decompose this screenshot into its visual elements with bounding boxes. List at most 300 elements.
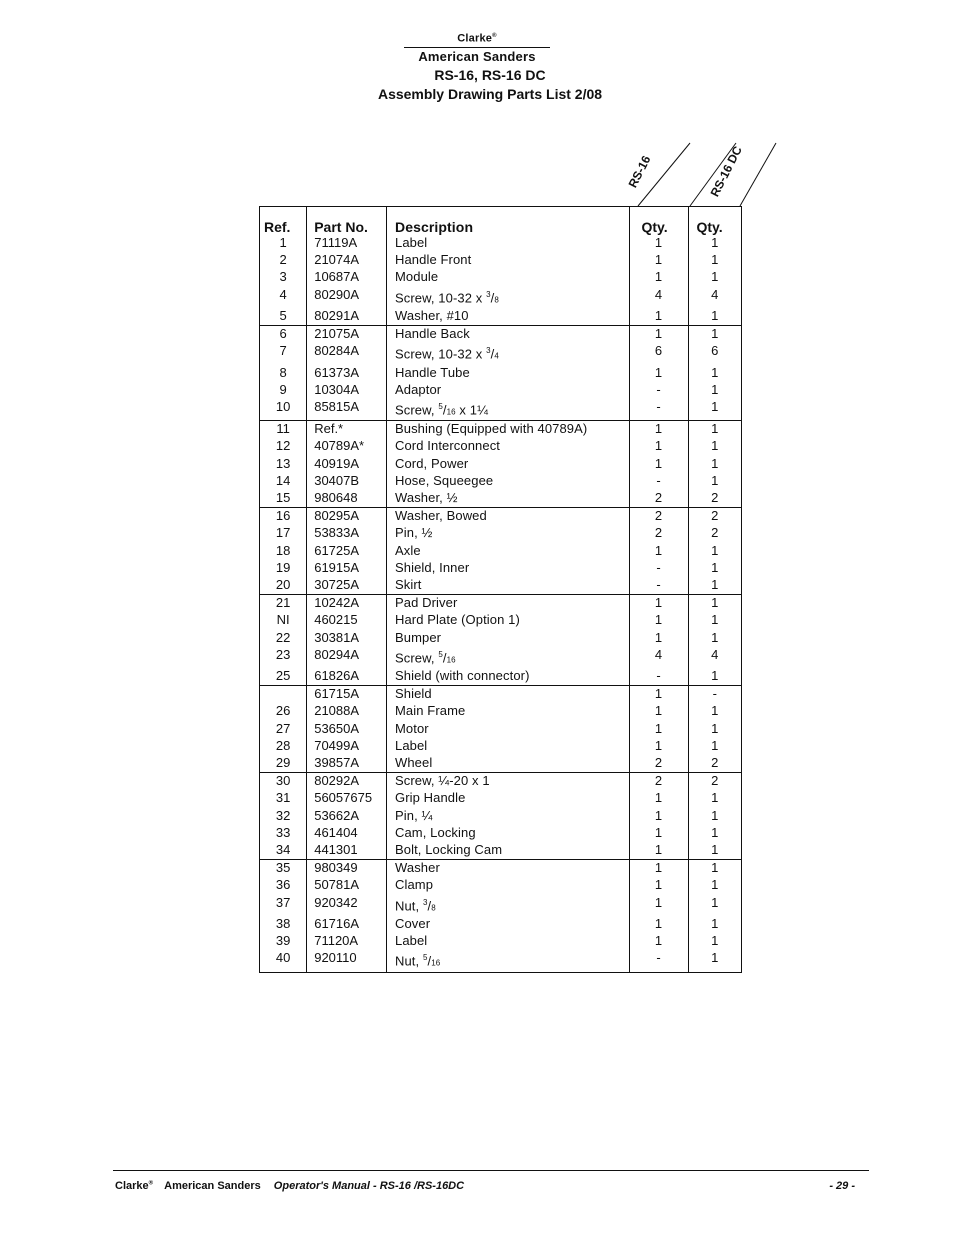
cell-ref: 4 bbox=[260, 287, 307, 308]
fraction-denominator: 8 bbox=[431, 902, 436, 912]
description-text: Washer bbox=[394, 860, 440, 876]
cell-qty-rs16dc: 1 bbox=[711, 235, 719, 250]
cell-part-no: 441301 bbox=[307, 842, 387, 860]
description-text: Shield, Inner bbox=[394, 559, 470, 575]
description-text: Bushing (Equipped with 40789A) bbox=[394, 421, 588, 437]
description-text: Nut, bbox=[394, 953, 420, 969]
table-row bbox=[260, 595, 742, 613]
diagonal-line-3 bbox=[740, 143, 776, 206]
cell-ref: 1 bbox=[260, 235, 307, 252]
cell-description bbox=[386, 399, 629, 421]
description-text: Screw, bbox=[394, 650, 435, 666]
description-text: Shield (with connector) bbox=[394, 668, 530, 684]
fraction-slash: / bbox=[490, 289, 495, 305]
cell-part-no: 50781A bbox=[307, 877, 387, 894]
cell-qty-rs16dc: 1 bbox=[711, 720, 719, 736]
description-text: Main Frame bbox=[394, 703, 466, 719]
cell-qty-rs16dc: 2 bbox=[711, 773, 719, 789]
cell-qty-rs16dc: 1 bbox=[688, 399, 742, 421]
description-text: Skirt bbox=[394, 576, 422, 592]
cell-ref bbox=[260, 686, 307, 704]
fraction-numerator: 3 bbox=[486, 346, 491, 356]
cell-qty-rs16: 1 bbox=[629, 703, 688, 720]
cell-description bbox=[386, 842, 629, 860]
description-text: Pin, ½ bbox=[394, 525, 433, 541]
cell-ref: 5 bbox=[260, 308, 307, 326]
cell-qty-rs16dc: 1 bbox=[688, 577, 742, 595]
cell-part-no: 10304A bbox=[307, 382, 387, 399]
table-row bbox=[260, 950, 742, 972]
table-row bbox=[260, 560, 742, 577]
table-row bbox=[260, 773, 742, 791]
footer-manual-title: Operator's Manual - RS-16 /RS-16DC bbox=[273, 1180, 465, 1192]
table-row bbox=[260, 525, 742, 542]
cell-qty-rs16: 1 bbox=[629, 825, 688, 842]
cell-description bbox=[386, 365, 629, 382]
cell-ref: 20 bbox=[260, 577, 307, 595]
description-text: Motor bbox=[394, 720, 429, 736]
cell-ref: 8 bbox=[260, 365, 307, 382]
cell-qty-rs16dc: - bbox=[712, 686, 717, 702]
cell-qty-rs16: 1 bbox=[629, 721, 688, 738]
cell-qty-rs16: 1 bbox=[629, 595, 688, 613]
cell-qty-rs16dc: 1 bbox=[711, 737, 719, 753]
diagonal-column-guides bbox=[0, 0, 954, 220]
cell-description bbox=[386, 686, 629, 704]
cell-part-no: 61915A bbox=[307, 560, 387, 577]
table-row bbox=[260, 860, 742, 878]
description-text: Handle Back bbox=[394, 326, 470, 342]
table-row bbox=[260, 703, 742, 720]
cell-part-no: 21088A bbox=[307, 703, 387, 720]
cell-qty-rs16: 1 bbox=[629, 877, 688, 894]
cell-qty-rs16dc: 1 bbox=[711, 894, 719, 910]
cell-part-no: 61715A bbox=[307, 686, 387, 704]
cell-qty-rs16dc: 1 bbox=[711, 364, 719, 380]
cell-ref: 27 bbox=[260, 721, 307, 738]
cell-part-no: 39857A bbox=[307, 755, 387, 773]
cell-description bbox=[386, 877, 629, 894]
cell-qty-rs16: 1 bbox=[629, 269, 688, 286]
description-text: Cord Interconnect bbox=[394, 438, 501, 454]
cell-qty-rs16: - bbox=[629, 399, 688, 421]
cell-part-no: 85815A bbox=[307, 399, 387, 421]
cell-part-no: 980648 bbox=[307, 490, 387, 508]
cell-description bbox=[386, 773, 629, 791]
cell-description bbox=[386, 508, 629, 526]
fraction-numerator: 5 bbox=[438, 401, 443, 411]
table-row bbox=[260, 877, 742, 894]
cell-ref: 7 bbox=[260, 343, 307, 364]
description-text: Cord, Power bbox=[394, 455, 469, 471]
description-text: Screw, ¼-20 x 1 bbox=[394, 773, 490, 789]
cell-part-no: 80291A bbox=[307, 308, 387, 326]
cell-qty-rs16dc: 2 bbox=[711, 508, 719, 524]
cell-description bbox=[386, 525, 629, 542]
cell-qty-rs16dc: 2 bbox=[688, 755, 742, 773]
cell-qty-rs16: 1 bbox=[629, 630, 688, 647]
title-models: RS-16, RS-16 DC bbox=[434, 67, 546, 83]
table-row bbox=[260, 438, 742, 455]
fraction-slash: / bbox=[427, 953, 432, 969]
cell-qty-rs16dc: 1 bbox=[711, 612, 719, 628]
header-description: Description bbox=[386, 207, 629, 236]
cell-description bbox=[386, 595, 629, 613]
table-row bbox=[260, 738, 742, 755]
cell-description bbox=[386, 933, 629, 950]
cell-ref: 3 bbox=[260, 269, 307, 286]
cell-qty-rs16: 1 bbox=[629, 421, 688, 439]
cell-qty-rs16dc: 1 bbox=[711, 252, 719, 268]
cell-part-no: 920342 bbox=[307, 895, 387, 916]
cell-part-no: 61826A bbox=[307, 668, 387, 686]
parts-table-body bbox=[260, 235, 742, 972]
description-text: Hose, Squeegee bbox=[394, 472, 494, 488]
cell-qty-rs16dc: 4 bbox=[711, 286, 719, 302]
header-qty-rs16dc: Qty. bbox=[696, 219, 723, 235]
description-text: Cam, Locking bbox=[394, 824, 476, 840]
cell-ref: NI bbox=[260, 612, 307, 629]
cell-qty-rs16dc: 1 bbox=[711, 421, 719, 437]
footer-company: American Sanders bbox=[164, 1180, 261, 1192]
cell-qty-rs16: 2 bbox=[629, 508, 688, 526]
header-qty-rs16: Qty. bbox=[629, 207, 688, 236]
table-row bbox=[260, 343, 742, 364]
cell-description bbox=[386, 438, 629, 455]
cell-qty-rs16dc: 1 bbox=[711, 915, 719, 931]
cell-qty-rs16: 1 bbox=[629, 933, 688, 950]
cell-part-no: 61373A bbox=[307, 365, 387, 382]
cell-qty-rs16dc: 1 bbox=[688, 308, 742, 326]
description-text: Handle Tube bbox=[394, 364, 470, 380]
cell-description bbox=[386, 825, 629, 842]
description-text: Washer, ½ bbox=[394, 490, 458, 506]
cell-description bbox=[386, 808, 629, 825]
cell-ref: 38 bbox=[260, 916, 307, 933]
cell-ref: 9 bbox=[260, 382, 307, 399]
cell-qty-rs16: 1 bbox=[629, 916, 688, 933]
cell-qty-rs16: 1 bbox=[629, 808, 688, 825]
cell-qty-rs16: 1 bbox=[629, 895, 688, 916]
cell-part-no: 71120A bbox=[307, 933, 387, 950]
cell-description bbox=[386, 456, 629, 473]
fraction-slash: / bbox=[490, 346, 495, 362]
cell-part-no: 71119A bbox=[307, 235, 387, 252]
cell-description bbox=[386, 738, 629, 755]
cell-ref: 23 bbox=[260, 647, 307, 668]
description-text: Label bbox=[394, 933, 428, 949]
cell-ref: 36 bbox=[260, 877, 307, 894]
fraction-denominator: 16 bbox=[431, 958, 441, 968]
cell-qty-rs16: 4 bbox=[629, 287, 688, 308]
cell-ref: 13 bbox=[260, 456, 307, 473]
table-row bbox=[260, 916, 742, 933]
cell-ref: 16 bbox=[260, 508, 307, 526]
cell-description bbox=[386, 235, 629, 252]
cell-description bbox=[386, 860, 629, 878]
cell-qty-rs16: - bbox=[629, 382, 688, 399]
cell-ref: 29 bbox=[260, 755, 307, 773]
description-text: Label bbox=[394, 235, 428, 250]
cell-description bbox=[386, 343, 629, 364]
cell-qty-rs16dc: 1 bbox=[711, 472, 719, 488]
fraction-numerator: 5 bbox=[422, 953, 428, 963]
fraction-denominator: 4 bbox=[494, 351, 499, 361]
cell-description bbox=[386, 421, 629, 439]
cell-qty-rs16dc: 1 bbox=[711, 703, 719, 719]
cell-part-no: 30407B bbox=[307, 473, 387, 490]
fraction-denominator: 16 bbox=[446, 655, 456, 665]
page-footer bbox=[115, 1180, 855, 1192]
cell-part-no: 56057675 bbox=[307, 790, 387, 807]
cell-ref: 14 bbox=[260, 473, 307, 490]
cell-part-no: 61725A bbox=[307, 543, 387, 560]
page-number: - 29 - bbox=[829, 1180, 855, 1192]
cell-qty-rs16: 1 bbox=[629, 612, 688, 629]
cell-qty-rs16: - bbox=[629, 950, 688, 972]
description-text: Nut, bbox=[394, 897, 420, 913]
table-row bbox=[260, 287, 742, 308]
cell-description bbox=[386, 916, 629, 933]
parts-list-table bbox=[259, 206, 742, 973]
cell-description bbox=[386, 543, 629, 560]
table-row bbox=[260, 456, 742, 473]
cell-ref: 22 bbox=[260, 630, 307, 647]
description-text: Clamp bbox=[394, 877, 434, 893]
description-text: Washer, #10 bbox=[394, 307, 469, 323]
fraction-denominator: 8 bbox=[494, 294, 499, 304]
table-row bbox=[260, 473, 742, 490]
cell-part-no: 80294A bbox=[307, 647, 387, 668]
cell-ref: 6 bbox=[260, 326, 307, 344]
title-subject: Assembly Drawing Parts List 2/08 bbox=[377, 86, 603, 102]
cell-part-no: 21074A bbox=[307, 252, 387, 269]
cell-qty-rs16: - bbox=[629, 473, 688, 490]
cell-part-no: 80284A bbox=[307, 343, 387, 364]
cell-qty-rs16dc: 1 bbox=[711, 877, 719, 893]
cell-ref: 11 bbox=[260, 421, 307, 439]
cell-qty-rs16: 1 bbox=[629, 738, 688, 755]
footer-brand: Clarke® bbox=[115, 1180, 154, 1192]
cell-qty-rs16dc: 1 bbox=[711, 950, 719, 966]
table-row bbox=[260, 421, 742, 439]
footer-divider bbox=[113, 1170, 869, 1171]
cell-ref: 37 bbox=[260, 895, 307, 916]
cell-qty-rs16dc: 1 bbox=[711, 381, 719, 397]
cell-part-no: 10242A bbox=[307, 595, 387, 613]
cell-part-no: 460215 bbox=[307, 612, 387, 629]
cell-part-no: 40919A bbox=[307, 456, 387, 473]
header-part-no: Part No. bbox=[307, 207, 387, 236]
cell-ref: 33 bbox=[260, 825, 307, 842]
table-row bbox=[260, 755, 742, 773]
cell-description bbox=[386, 703, 629, 720]
cell-part-no: 30725A bbox=[307, 577, 387, 595]
cell-ref: 35 bbox=[260, 860, 307, 878]
cell-description bbox=[386, 647, 629, 668]
cell-part-no: 80292A bbox=[307, 773, 387, 791]
cell-qty-rs16: 1 bbox=[629, 326, 688, 344]
cell-qty-rs16dc: 4 bbox=[711, 646, 719, 662]
cell-qty-rs16: 4 bbox=[629, 647, 688, 668]
cell-ref: 32 bbox=[260, 808, 307, 825]
cell-qty-rs16: 1 bbox=[629, 456, 688, 473]
cell-qty-rs16dc: 1 bbox=[711, 595, 719, 611]
description-text: Adaptor bbox=[394, 381, 442, 397]
cell-qty-rs16: 1 bbox=[629, 686, 688, 704]
description-text: Wheel bbox=[394, 755, 433, 770]
fraction-numerator: 3 bbox=[422, 897, 428, 907]
cell-qty-rs16: 2 bbox=[629, 490, 688, 508]
cell-qty-rs16dc: 2 bbox=[688, 490, 742, 508]
cell-qty-rs16dc: 2 bbox=[711, 525, 719, 541]
cell-part-no: 70499A bbox=[307, 738, 387, 755]
brand-american-sanders: American Sanders bbox=[418, 48, 536, 64]
cell-ref: 26 bbox=[260, 703, 307, 720]
fraction-numerator: 3 bbox=[486, 289, 491, 299]
cell-ref: 30 bbox=[260, 773, 307, 791]
cell-qty-rs16: 1 bbox=[629, 235, 688, 252]
header-ref: Ref. bbox=[260, 207, 307, 236]
fraction-denominator: 16 bbox=[446, 407, 456, 417]
cell-ref: 34 bbox=[260, 842, 307, 860]
description-text: Axle bbox=[394, 542, 421, 558]
cell-qty-rs16dc: 1 bbox=[711, 542, 719, 558]
description-suffix: x 1¼ bbox=[455, 402, 489, 418]
table-row bbox=[260, 365, 742, 382]
table-row bbox=[260, 543, 742, 560]
cell-ref: 39 bbox=[260, 933, 307, 950]
cell-qty-rs16: 2 bbox=[629, 755, 688, 773]
cell-description bbox=[386, 382, 629, 399]
description-text: Handle Front bbox=[394, 252, 472, 268]
table-row bbox=[260, 577, 742, 595]
column-label-rs16: RS-16 bbox=[625, 153, 654, 190]
cell-part-no: 920110 bbox=[307, 950, 387, 972]
cell-ref: 21 bbox=[260, 595, 307, 613]
cell-description bbox=[386, 612, 629, 629]
cell-description bbox=[386, 560, 629, 577]
description-text: Washer, Bowed bbox=[394, 508, 487, 524]
cell-ref: 10 bbox=[260, 399, 307, 421]
cell-qty-rs16: 6 bbox=[629, 343, 688, 364]
description-text: Cover bbox=[394, 915, 431, 931]
table-row bbox=[260, 382, 742, 399]
cell-qty-rs16: - bbox=[629, 577, 688, 595]
cell-qty-rs16dc: 1 bbox=[711, 455, 719, 471]
column-label-rs16dc: RS-16 DC bbox=[707, 143, 745, 199]
cell-description bbox=[386, 473, 629, 490]
cell-part-no: 21075A bbox=[307, 326, 387, 344]
cell-ref: 18 bbox=[260, 543, 307, 560]
table-row bbox=[260, 647, 742, 668]
cell-description bbox=[386, 790, 629, 807]
table-row bbox=[260, 252, 742, 269]
cell-qty-rs16: - bbox=[629, 560, 688, 577]
cell-part-no: 53833A bbox=[307, 525, 387, 542]
table-row bbox=[260, 399, 742, 421]
cell-qty-rs16dc: 1 bbox=[711, 269, 719, 285]
cell-qty-rs16dc: 1 bbox=[711, 933, 719, 949]
description-text: Hard Plate (Option 1) bbox=[394, 612, 520, 628]
cell-qty-rs16dc: 1 bbox=[711, 790, 719, 806]
cell-ref: 25 bbox=[260, 668, 307, 686]
cell-ref: 15 bbox=[260, 490, 307, 508]
cell-description bbox=[386, 577, 629, 595]
cell-part-no: 53650A bbox=[307, 721, 387, 738]
cell-qty-rs16dc: 1 bbox=[711, 326, 719, 342]
cell-qty-rs16: 1 bbox=[629, 543, 688, 560]
brand-clarke: Clarke® bbox=[457, 32, 497, 45]
cell-qty-rs16: 1 bbox=[629, 790, 688, 807]
cell-qty-rs16dc: 1 bbox=[711, 438, 719, 454]
cell-ref: 12 bbox=[260, 438, 307, 455]
cell-qty-rs16: 1 bbox=[629, 860, 688, 878]
cell-description bbox=[386, 668, 629, 686]
cell-ref: 17 bbox=[260, 525, 307, 542]
table-row bbox=[260, 612, 742, 629]
cell-part-no: 30381A bbox=[307, 630, 387, 647]
table-row bbox=[260, 326, 742, 344]
cell-qty-rs16dc: 1 bbox=[711, 559, 719, 575]
cell-description bbox=[386, 490, 629, 508]
table-row bbox=[260, 790, 742, 807]
table-row bbox=[260, 490, 742, 508]
table-row bbox=[260, 686, 742, 704]
cell-qty-rs16: 2 bbox=[629, 525, 688, 542]
cell-description bbox=[386, 721, 629, 738]
table-row bbox=[260, 825, 742, 842]
cell-qty-rs16: 2 bbox=[629, 773, 688, 791]
cell-description bbox=[386, 308, 629, 326]
description-text: Pin, ¼ bbox=[394, 807, 433, 823]
cell-qty-rs16dc: 1 bbox=[688, 668, 742, 686]
table-row bbox=[260, 721, 742, 738]
fraction-numerator: 5 bbox=[438, 649, 443, 659]
description-text: Grip Handle bbox=[394, 790, 466, 806]
cell-part-no: 40789A* bbox=[307, 438, 387, 455]
table-row bbox=[260, 808, 742, 825]
table-row bbox=[260, 895, 742, 916]
description-text: Screw, bbox=[394, 402, 435, 418]
cell-qty-rs16dc: 1 bbox=[711, 824, 719, 840]
fraction-slash: / bbox=[442, 402, 447, 418]
cell-qty-rs16dc: 1 bbox=[711, 860, 719, 876]
cell-qty-rs16: 1 bbox=[629, 252, 688, 269]
description-text: Label bbox=[394, 737, 428, 753]
table-row bbox=[260, 308, 742, 326]
table-row bbox=[260, 668, 742, 686]
cell-description bbox=[386, 287, 629, 308]
cell-part-no: 80290A bbox=[307, 287, 387, 308]
description-text: Module bbox=[394, 269, 439, 285]
cell-ref: 28 bbox=[260, 738, 307, 755]
cell-description bbox=[386, 252, 629, 269]
cell-qty-rs16: 1 bbox=[629, 842, 688, 860]
cell-part-no: 10687A bbox=[307, 269, 387, 286]
cell-description bbox=[386, 630, 629, 647]
cell-description bbox=[386, 755, 629, 773]
cell-ref: 31 bbox=[260, 790, 307, 807]
cell-description bbox=[386, 326, 629, 344]
fraction-slash: / bbox=[427, 897, 432, 913]
cell-part-no: 61716A bbox=[307, 916, 387, 933]
cell-qty-rs16: 1 bbox=[629, 438, 688, 455]
description-text: Shield bbox=[394, 686, 432, 702]
cell-qty-rs16: 1 bbox=[629, 308, 688, 326]
cell-description bbox=[386, 895, 629, 916]
description-text: Bolt, Locking Cam bbox=[394, 841, 503, 857]
